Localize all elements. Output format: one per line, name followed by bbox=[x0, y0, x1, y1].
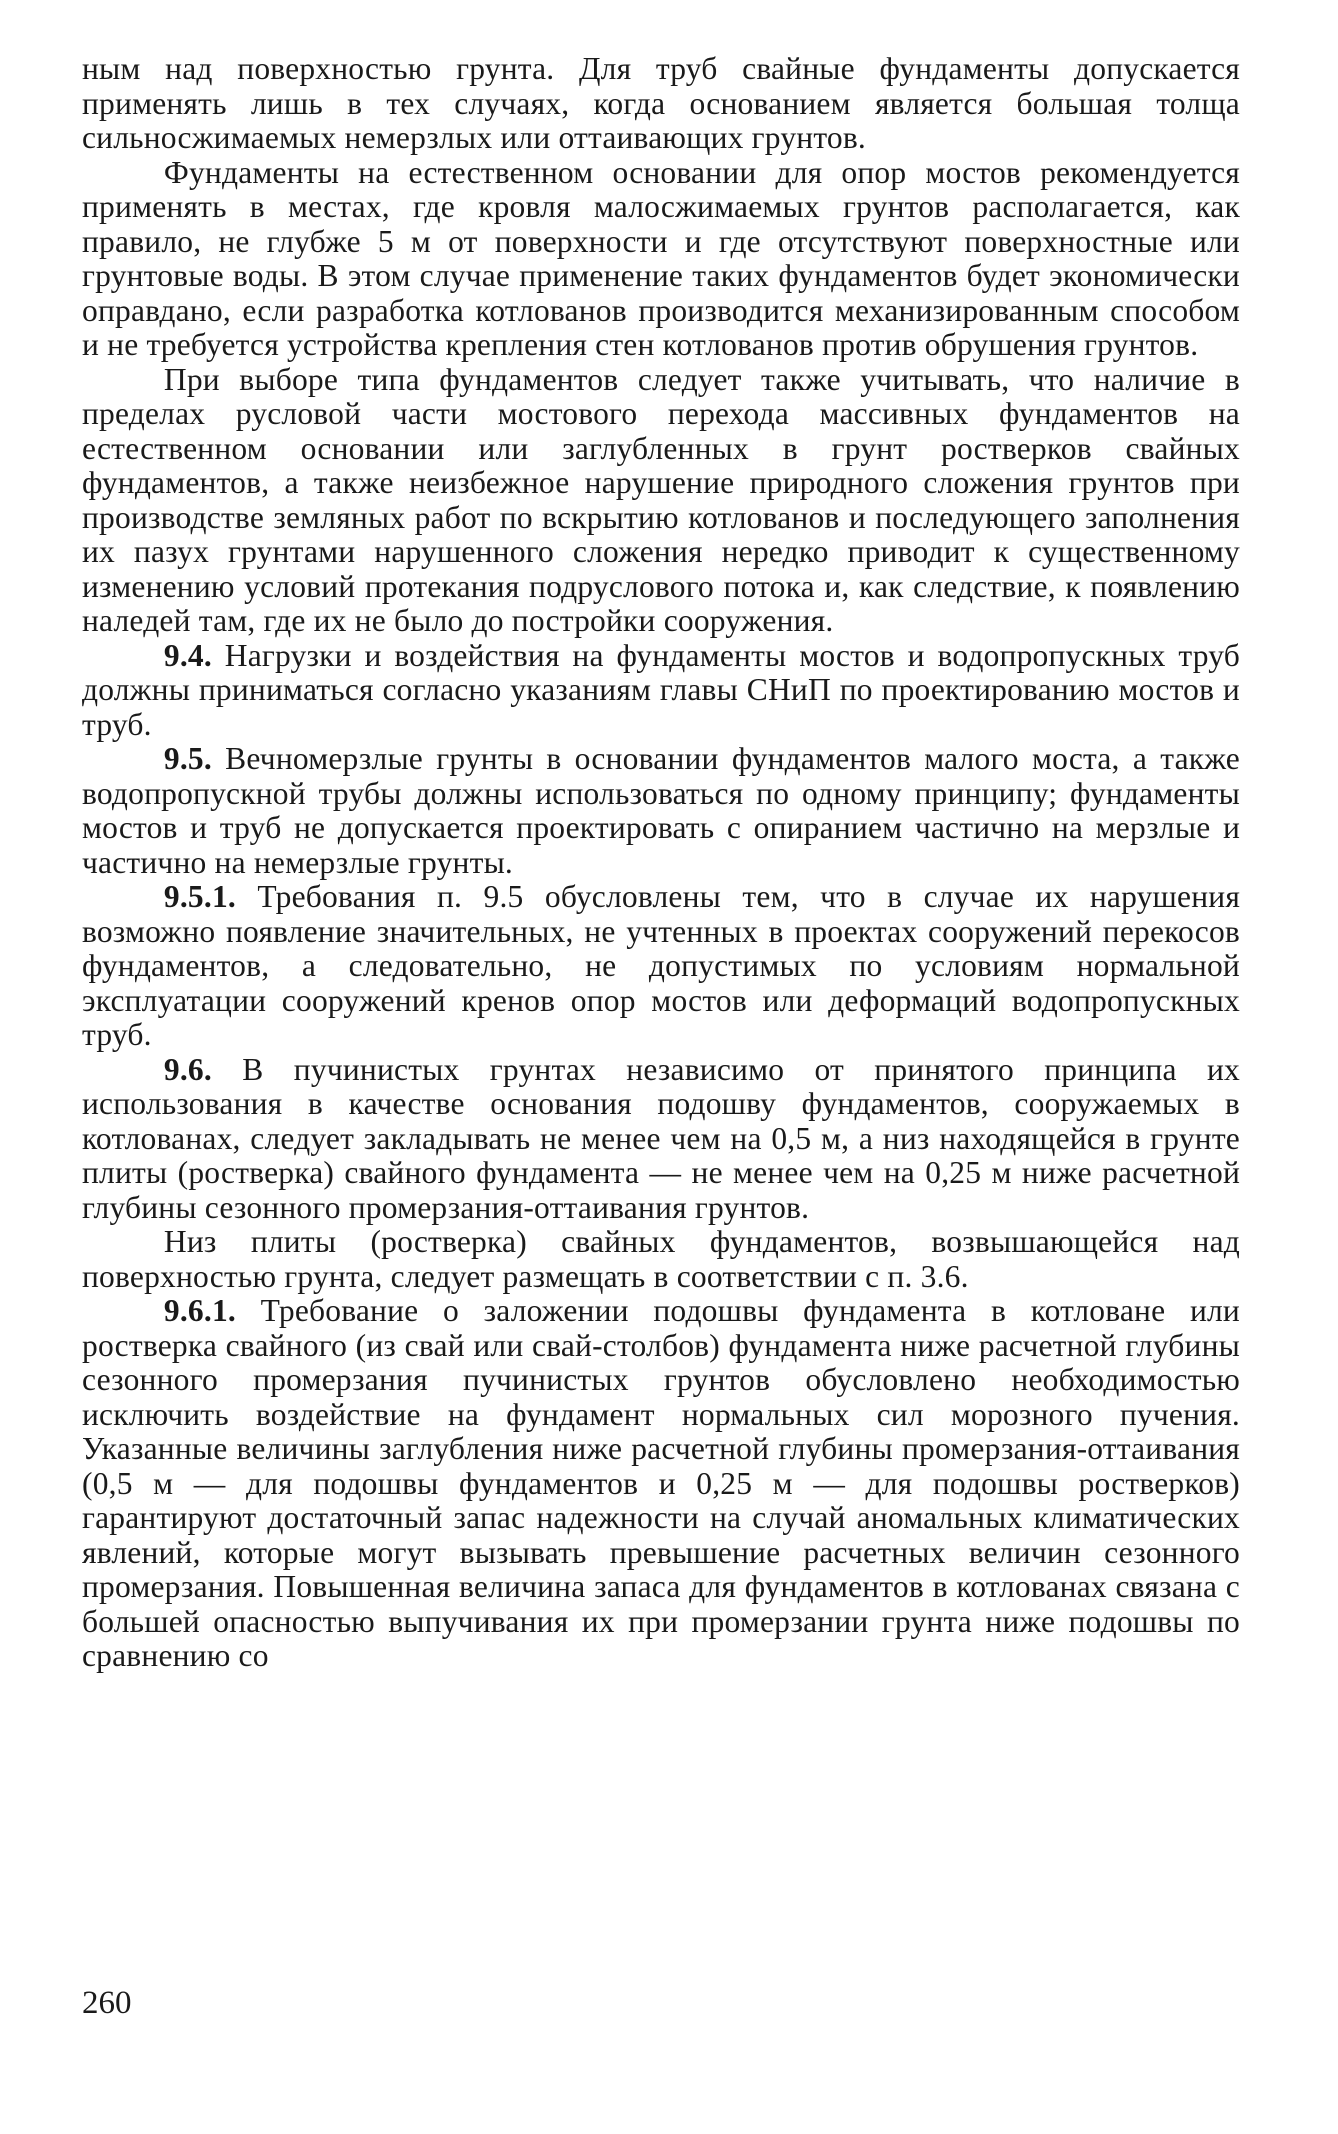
clause-text: Требование о заложении подошвы фундамента в котловане или ростверка свайного (из свай или свай-столбов) фундамента ниже расчетной глубины сезонного промерзания пучинистых грунтов обусловлено необходимостью исключить воздействие на фундамент нормальных сил морозного пучения. Указанные величины заглубления ниже расчетной глубины промерзания-оттаивания (0,5 м — для подошвы фундаментов и 0,25 м — для подошвы ростверков) гарантируют достаточный запас надежности на случай аномальных климатических явлений, которые могут вызывать превышение расчетных величин сезонного промерзания. Повышенная величина запаса для фундаментов в котлованах связана с большей опасностью выпучивания их при промерзании грунта ниже подошвы по сравнению со bbox=[82, 1293, 1240, 1673]
clause-number: 9.6. bbox=[163, 1051, 212, 1087]
paragraph-foundation-type-choice: При выборе типа фундаментов следует также учитывать, что наличие в пределах русловой части мостового перехода массивных фундаментов на естественном основании или заглубленных в грунт ростверков свайных фундаментов, а также неизбежное нарушение природного сложения грунтов при производстве земляных работ по вскрытию котлованов и последующего заполнения их пазух грунтами нарушенного сложения нередко приводит к существенному изменению условий протекания подруслового потока и, как следствие, к появлению наледей там, где их не было до постройки сооружения. bbox=[82, 361, 1240, 638]
clause-text: Нагрузки и воздействия на фундаменты мостов и водопропускных труб должны приниматься согласно указаниям главы СНиП по проектированию мостов и труб. bbox=[82, 637, 1240, 742]
clause-number: 9.5. bbox=[163, 741, 212, 776]
paragraph-foundations-natural-base: Фундаменты на естественном основании для опор мостов рекомендуется применять в местах, где кровля малосжимаемых грунтов располагается, как правило, не глубже 5 м от поверхности и где отсутствуют поверхностные или грунтовые воды. В этом случае применение таких фундаментов будет экономически оправдано, если разработка котлованов производится механизированным способом и не требуется устройства крепления стен котлованов против обрушения грунтов. bbox=[82, 154, 1240, 362]
clause-number: 9.6.1. bbox=[163, 1293, 236, 1328]
paragraph-9-6 bbox=[82, 1053, 1240, 1226]
clause-text: Вечномерзлые грунты в основании фундаментов малого моста, а также водопропускной трубы должны использоваться по одному принципу; фундаменты мостов и труб не допускается проектировать с опиранием частично на мерзлые и частично на немерзлые грунты. bbox=[82, 741, 1240, 880]
paragraph-9-4 bbox=[82, 639, 1240, 743]
clause-text: В пучинистых грунтах независимо от принятого принципа их использования в качестве основания подошву фундаментов, сооружаемых в котлованах, следует закладывать не менее чем на 0,5 м, а низ находящейся в грунте плиты (ростверка) свайного фундамента — не менее чем на 0,25 м ниже расчетной глубины сезонного промерзания-оттаивания грунтов. bbox=[82, 1051, 1241, 1225]
clause-text: Требования п. 9.5 обусловлены тем, что в случае их нарушения возможно появление значительных, не учтенных в проектах сооружений перекосов фундаментов, а следовательно, не допустимых по условиям нормальной эксплуатации сооружений кренов опор мостов или деформаций водопропускных труб. bbox=[82, 879, 1241, 1052]
paragraph-9-5-1 bbox=[82, 880, 1240, 1053]
page-body bbox=[82, 52, 1240, 1674]
clause-number: 9.5.1. bbox=[163, 879, 236, 914]
clause-number: 9.4. bbox=[163, 637, 212, 673]
paragraph-continuation: ным над поверхностью грунта. Для труб свайные фундаменты допускается применять лишь в тех случаях, когда основанием является большая толща сильносжимаемых немерзлых или оттаивающих грунтов. bbox=[82, 51, 1240, 155]
paragraph-9-5 bbox=[82, 742, 1240, 880]
paragraph-9-6-1 bbox=[82, 1294, 1240, 1674]
page-number: 260 bbox=[82, 1985, 132, 2021]
paragraph-slab-placement: Низ плиты (ростверка) свайных фундаментов, возвышающейся над поверхностью грунта, следует размещать в соответствии с п. 3.6. bbox=[82, 1224, 1240, 1294]
